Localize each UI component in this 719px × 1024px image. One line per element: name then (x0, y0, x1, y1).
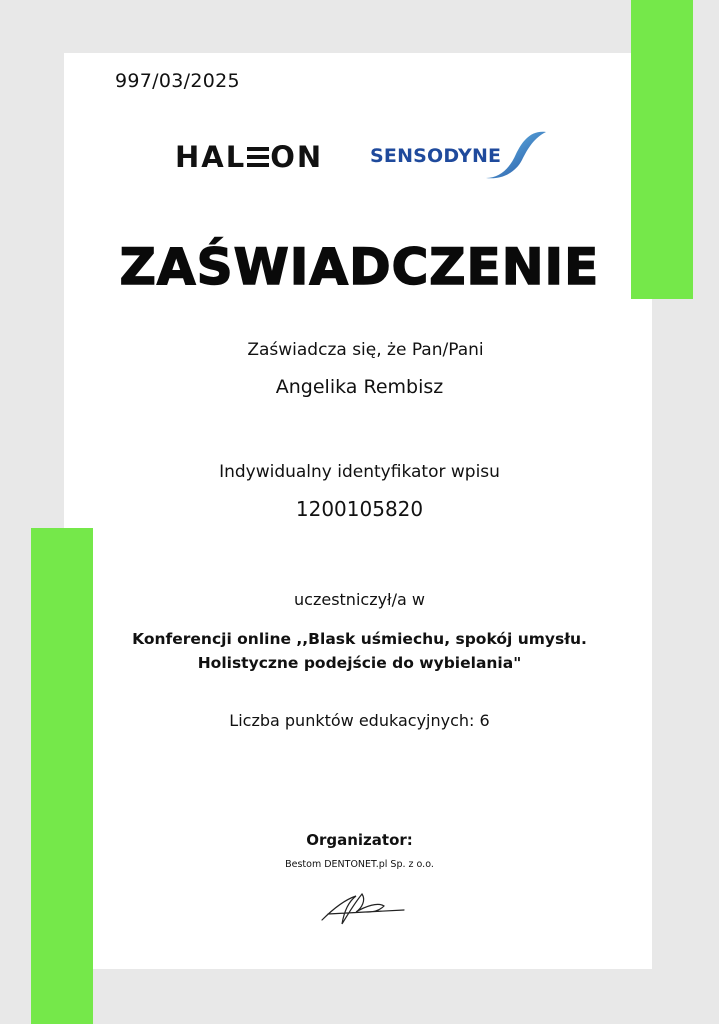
certifies-text: Zaświadcza się, że Pan/Pani (247, 340, 484, 360)
participant-name: Angelika Rembisz (275, 376, 444, 398)
event-title-line-2: Holistyczne podejście do wybielania" (197, 654, 522, 672)
organizer-name: Bestom DENTONET.pl Sp. z o.o. (285, 859, 434, 870)
certificate-number: 997/03/2025 (115, 70, 240, 92)
participated-text: uczestniczył/a w (294, 590, 425, 609)
certificate-title: ZAŚWIADCZENIE (119, 238, 600, 296)
signature-image (318, 880, 410, 930)
haleon-logo: HAL ON (175, 140, 324, 174)
organizer-label: Organizator: (306, 831, 413, 849)
event-title-line-1: Konferencji online ,,Blask uśmiechu, spokój umysłu. (132, 630, 587, 648)
education-points: Liczba punktów edukacyjnych: 6 (229, 711, 490, 730)
event-title (0, 627, 719, 675)
sensodyne-swoosh-icon (480, 128, 550, 183)
haleon-e-icon (247, 146, 269, 168)
sensodyne-logo: SENSODYNE (370, 145, 502, 167)
identifier-label: Indywidualny identyfikator wpisu (219, 462, 500, 482)
identifier-value: 1200105820 (295, 497, 424, 521)
